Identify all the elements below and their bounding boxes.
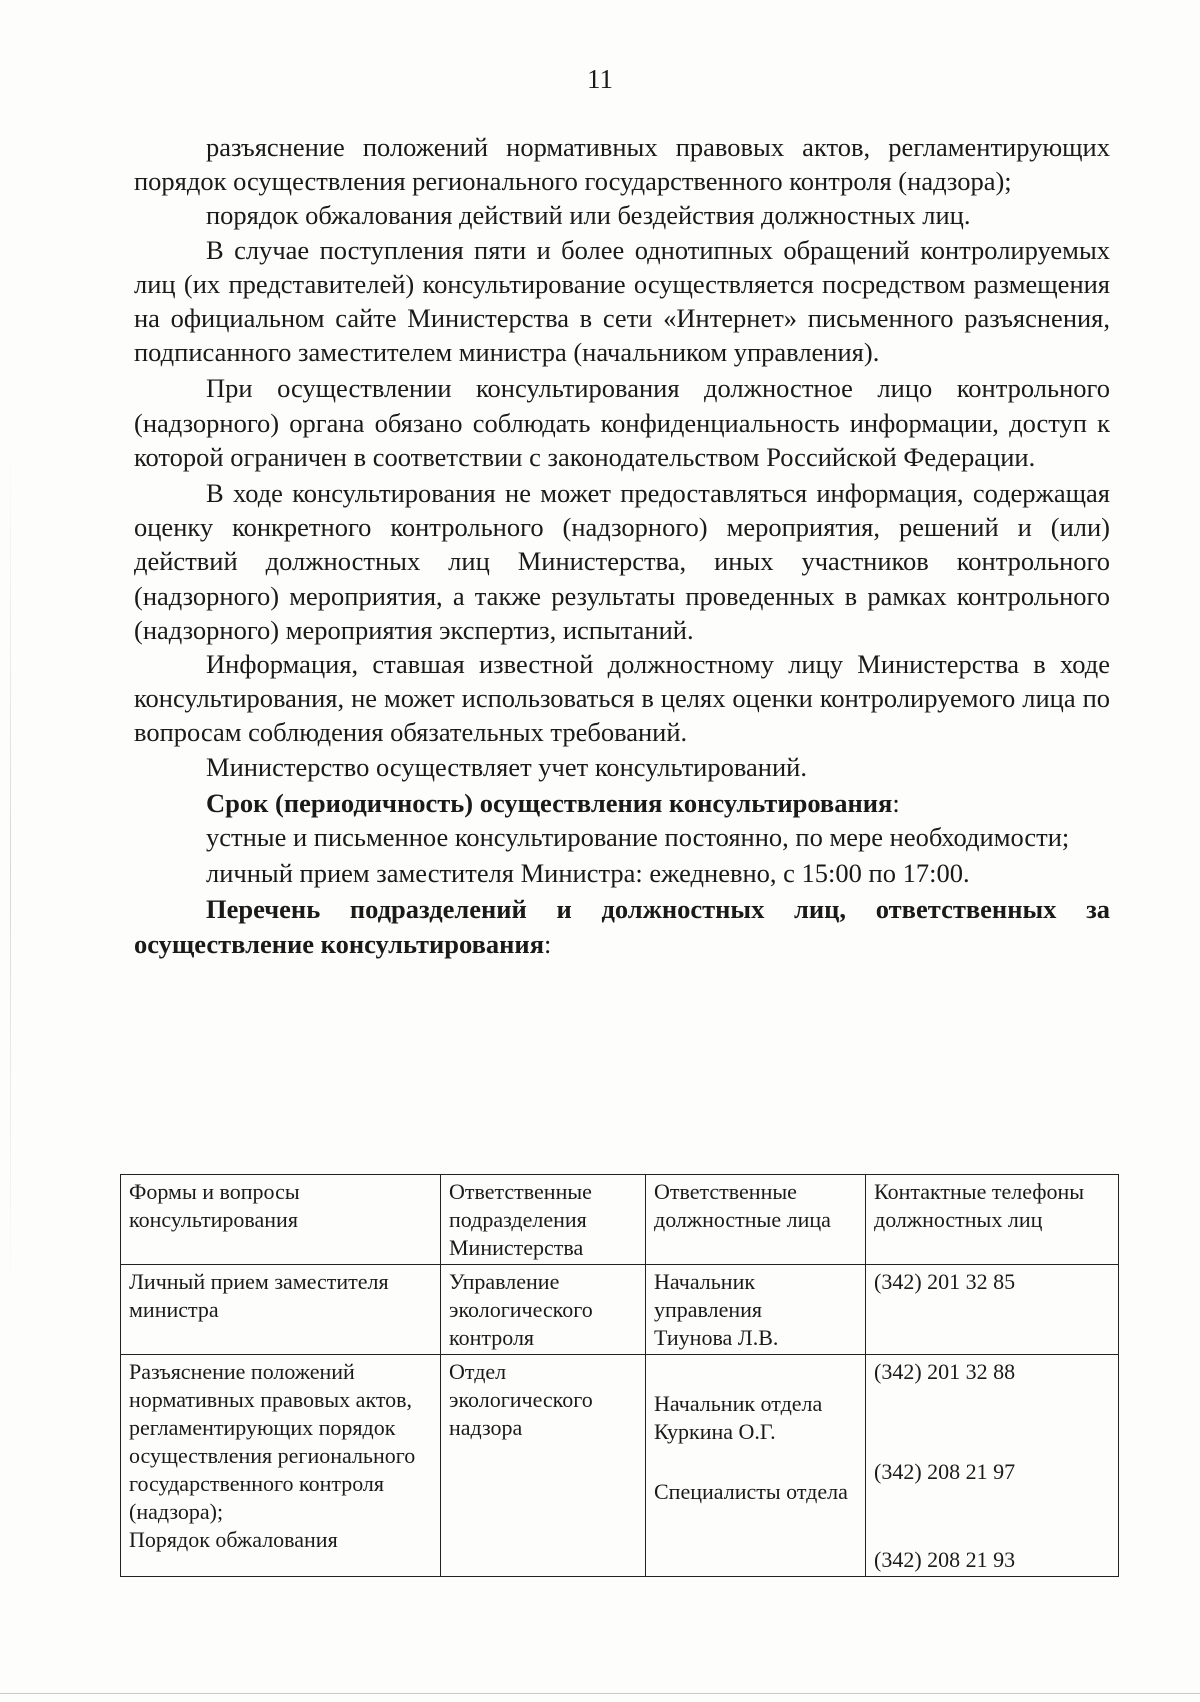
phone-number: (342) 208 21 93	[874, 1547, 1016, 1572]
table-row	[121, 1355, 1119, 1577]
table-cell-phones	[866, 1265, 1119, 1355]
phone-number: (342) 201 32 85	[874, 1269, 1016, 1294]
table-header-row	[121, 1175, 1119, 1265]
body-text	[134, 130, 1110, 961]
phone-number: (342) 201 32 88	[874, 1359, 1016, 1384]
table-header-cell: Контактные телефоны должностных лиц	[866, 1175, 1119, 1265]
table-header-cell: Ответственные должностные лица	[646, 1175, 866, 1265]
table-cell-form: Личный прием заместителя министра	[121, 1265, 441, 1355]
scan-edge-left	[10, 420, 11, 1320]
official-name: Тиунова Л.В.	[654, 1325, 779, 1350]
list-heading-colon: :	[544, 928, 552, 959]
paragraph: В случае поступления пяти и более однотипных обращений контролируемых лиц (их представителей) консультирование осуществляется посредством размещения на официальном сайте Министерства в сети «Интернет» письменного разъяснения, подписанного заместителем министра (начальником управления).	[134, 234, 1110, 368]
table-cell-officials	[646, 1355, 866, 1577]
official-position: Специалисты отдела	[654, 1479, 848, 1504]
official-position: Начальник отдела	[654, 1391, 823, 1416]
table-header-cell: Формы и вопросы консультирования	[121, 1175, 441, 1265]
table-header-cell: Ответственные подразделения Министерства	[441, 1175, 646, 1265]
paragraph: Министерство осуществляет учет консультирований.	[206, 751, 807, 782]
official-name: Куркина О.Г.	[654, 1419, 776, 1444]
period-heading-colon: :	[892, 787, 900, 818]
list-heading: Перечень подразделений и должностных лиц, ответственных за осуществление консультирования	[134, 894, 1110, 959]
period-item: личный прием заместителя Министра: ежедневно, с 15:00 по 17:00.	[206, 858, 970, 889]
table-cell-officials	[646, 1265, 866, 1355]
consultation-table	[120, 1174, 1119, 1577]
period-heading-line	[134, 786, 1110, 820]
paragraph: В ходе консультирования не может предоставляться информация, содержащая оценку конкретного контрольного (надзорного) мероприятия, решений и (или) действий должностных лиц Министерства, иных участников контрольного (надзорного) мероприятия, а также результаты проведенных в рамках контрольного (надзорного) мероприятия экспертиз, испытаний.	[134, 478, 1110, 645]
table-cell-form	[121, 1355, 441, 1577]
official-position: Начальник управления	[654, 1269, 763, 1322]
paragraph: Информация, ставшая известной должностному лицу Министерства в ходе консультирования, не может использоваться в целях оценки контролируемого лица по вопросам соблюдения обязательных требований.	[134, 649, 1110, 748]
phone-number: (342) 208 21 97	[874, 1459, 1016, 1484]
table-cell-phones	[866, 1355, 1119, 1577]
form-text-continued: Порядок обжалования	[129, 1527, 338, 1552]
page-number: 11	[587, 64, 613, 94]
paragraph: При осуществлении консультирования должностное лицо контрольного (надзорного) органа обязано соблюдать конфиденциальность информации, доступ к которой ограничен в соответствии с законодательством Российской Федерации.	[134, 373, 1110, 472]
paragraph: порядок обжалования действий или бездействия должностных лиц.	[206, 200, 971, 231]
paragraph: разъяснение положений нормативных правовых актов, регламентирующих порядок осуществления регионального государственного контроля (надзора);	[134, 132, 1110, 197]
period-heading: Срок (периодичность) осуществления консультирования	[206, 787, 893, 818]
table-cell-department: Отдел экологического надзора	[441, 1355, 646, 1577]
table-cell-department: Управление экологического контроля	[441, 1265, 646, 1355]
period-item: устные и письменное консультирование постоянно, по мере необходимости;	[206, 822, 1070, 853]
list-heading-line	[134, 892, 1110, 960]
table-row	[121, 1265, 1119, 1355]
scan-edge-bottom	[0, 1693, 1200, 1694]
form-text: Разъяснение положений нормативных правовых актов, регламентирующих порядок осуществления регионального государственного контроля (надзора);	[129, 1359, 416, 1524]
